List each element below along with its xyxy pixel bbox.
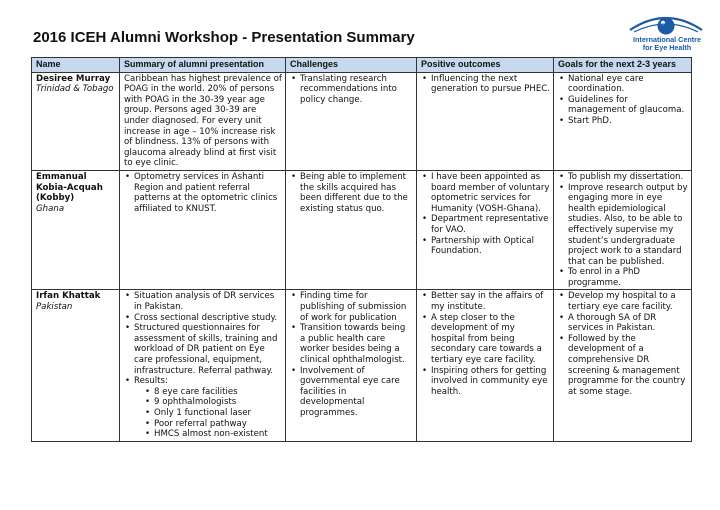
- list-item: • Transition towards being a public health care worker besides being a clinical ophthalmologist.: [300, 323, 413, 365]
- goals-cell: [554, 290, 692, 441]
- list-item: • A step closer to the development of my hospital from being secondary care towards a tertiary eye care facility.: [431, 313, 550, 366]
- page-title: 2016 ICEH Alumni Workshop - Presentation Summary: [33, 29, 415, 46]
- list-item: [134, 376, 282, 440]
- list-item: • National eye care coordination.: [568, 74, 688, 95]
- list-item: • Followed by the development of a comprehensive DR screening & management programme for the country at some stage.: [568, 334, 688, 398]
- list-item: • Translating research recommendations into policy change.: [300, 74, 413, 106]
- challenges-cell: [286, 170, 417, 290]
- outcomes-cell: [417, 170, 554, 290]
- list-item: • A thorough SA of DR services in Pakistan.: [568, 313, 688, 334]
- results-item: • Poor referral pathway: [154, 419, 282, 430]
- list-item: • Involvement of governmental eye care facilities in developmental programmes.: [300, 366, 413, 419]
- list-item: • Being able to implement the skills acquired has been different due to the existing status quo.: [300, 172, 413, 214]
- summary-table: [31, 57, 692, 442]
- table-row: [32, 72, 692, 170]
- results-item: • HMCS almost non-existent: [154, 429, 282, 440]
- header-name: Name: [32, 58, 120, 73]
- list-item: • Better say in the affairs of my institute.: [431, 291, 550, 312]
- table-header-row: [32, 58, 692, 73]
- alumni-name-line2: Kobia-Acquah: [36, 182, 103, 193]
- alumni-name-line1: Emmanual: [36, 171, 87, 182]
- list-item: • Guidelines for management of glaucoma.: [568, 95, 688, 116]
- summary-cell: [120, 290, 286, 441]
- alumni-name-line3: (Kobby): [36, 193, 75, 204]
- list-item: • Department representative for VAO.: [431, 214, 550, 235]
- list-item: • To enrol in a PhD programme.: [568, 267, 688, 288]
- name-cell: [32, 290, 120, 441]
- list-item: • To publish my dissertation.: [568, 172, 688, 183]
- logo-text-line1: International Centre: [633, 35, 701, 44]
- list-item: • Finding time for publishing of submission of work for publication: [300, 291, 413, 323]
- results-label: Results:: [134, 376, 168, 387]
- alumni-country: Pakistan: [36, 302, 73, 313]
- logo-text-line2: for Eye Health: [642, 43, 692, 52]
- goals-cell: [554, 72, 692, 170]
- alumni-country: Trinidad & Tobago: [36, 84, 114, 95]
- name-cell: [32, 72, 120, 170]
- table-row: [32, 170, 692, 290]
- list-item: • Partnership with Optical Foundation.: [431, 236, 550, 257]
- header-outcomes: Positive outcomes: [417, 58, 554, 73]
- alumni-name: Irfan Khattak: [36, 291, 101, 302]
- header-goals: Goals for the next 2-3 years: [554, 58, 692, 73]
- list-item: • Start PhD.: [568, 116, 688, 127]
- list-item: • I have been appointed as board member of voluntary optometric services for Humanity (VOSH-Ghana).: [431, 172, 550, 214]
- name-cell: [32, 170, 120, 290]
- results-item: • 9 ophthalmologists: [154, 397, 282, 408]
- header-summary: Summary of alumni presentation: [120, 58, 286, 73]
- summary-cell: Caribbean has highest prevalence of POAG in the world. 20% of persons with POAG in the 30-39 year age group. Persons aged 30-39 are under diagnosed. For every unit increase in age – 10% increase risk of blindness. 13% of persons with glaucoma already blind at first visit to eye clinic.: [120, 72, 286, 170]
- challenges-cell: [286, 72, 417, 170]
- iceh-logo: [620, 12, 712, 54]
- goals-cell: [554, 170, 692, 290]
- results-item: • 8 eye care facilities: [154, 387, 282, 398]
- challenges-cell: [286, 290, 417, 441]
- outcomes-cell: [417, 290, 554, 441]
- list-item: • Cross sectional descriptive study.: [134, 313, 282, 324]
- list-item: • Develop my hospital to a tertiary eye care facility.: [568, 291, 688, 312]
- list-item: • Inspiring others for getting involved in community eye health.: [431, 366, 550, 398]
- list-item: • Optometry services in Ashanti Region and patient referral patterns at the optometric clinics affiliated to KNUST.: [134, 172, 282, 214]
- list-item: • Influencing the next generation to pursue PHEC.: [431, 74, 550, 95]
- header-challenges: Challenges: [286, 58, 417, 73]
- list-item: • Structured questionnaires for assessment of skills, training and workload of DR patient on Eye care professional, equipment, infrastructure. Referral pathway.: [134, 323, 282, 376]
- alumni-name: Desiree Murray: [36, 73, 111, 84]
- alumni-country: Ghana: [36, 203, 65, 214]
- summary-cell: [120, 170, 286, 290]
- results-item: • Only 1 functional laser: [154, 408, 282, 419]
- list-item: • Improve research output by engaging more in eye health epidemiological studies. Also, to be able to effectively supervise my student’s undergraduate project work to a standard that can be published.: [568, 183, 688, 268]
- outcomes-cell: [417, 72, 554, 170]
- list-item: • Situation analysis of DR services in Pakistan.: [134, 291, 282, 312]
- table-row: [32, 290, 692, 441]
